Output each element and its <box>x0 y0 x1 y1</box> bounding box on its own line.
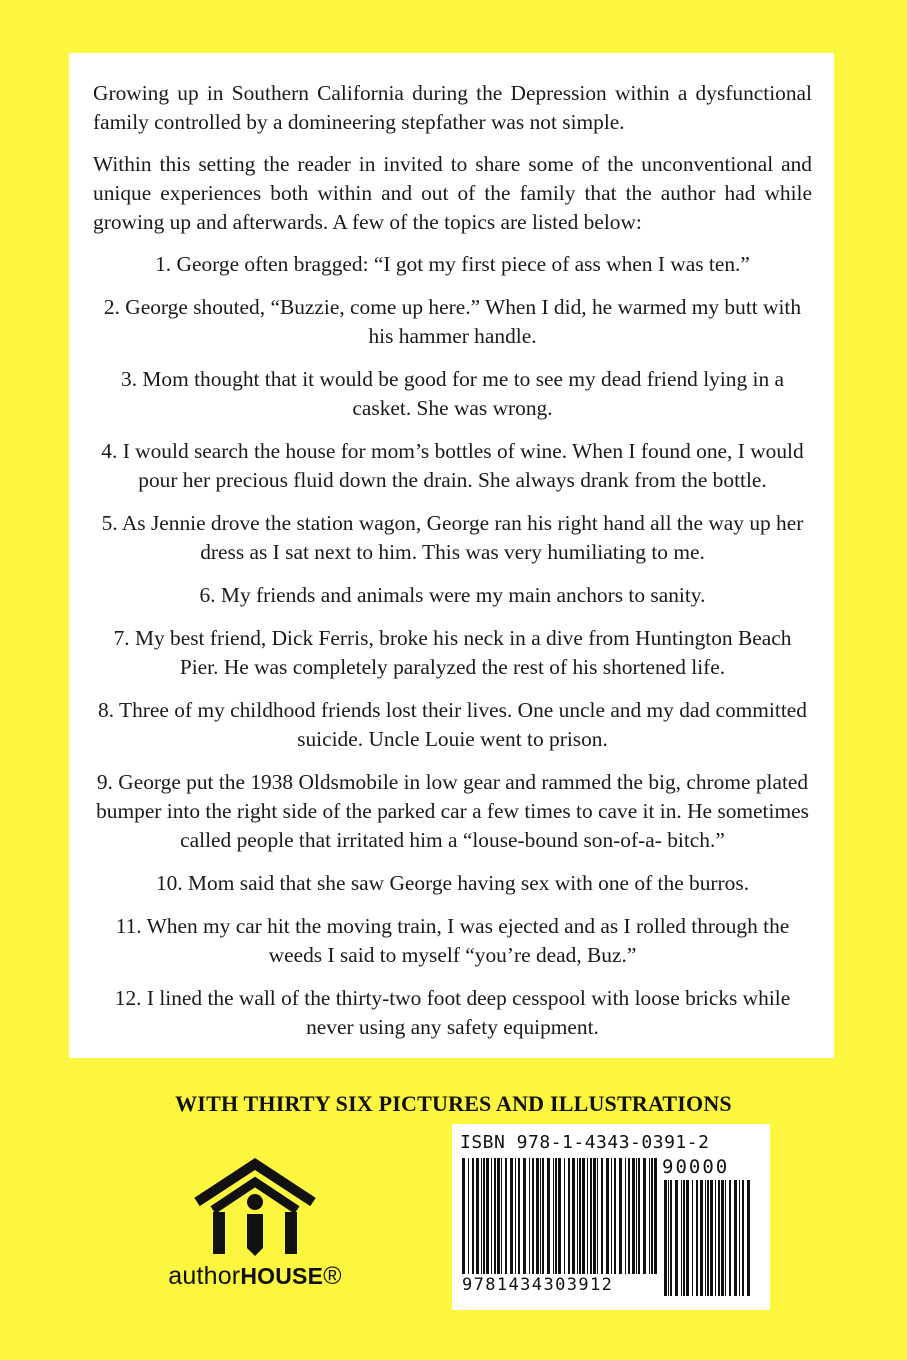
barcode-stripe <box>510 1158 513 1274</box>
barcode-stripe <box>628 1158 630 1274</box>
barcode-stripe <box>670 1180 672 1296</box>
barcode-stripe <box>547 1158 550 1274</box>
barcode-stripe <box>739 1180 740 1296</box>
list-item: 3. Mom thought that it would be good for me to see my dead friend lying in a casket. She was wrong. <box>121 367 784 420</box>
barcode-stripe <box>747 1180 750 1296</box>
barcode-stripe <box>542 1158 544 1274</box>
barcode-stripe <box>715 1180 716 1296</box>
intro-paragraph-1: Growing up in Southern California during the Depression within a dysfunctional family controlled by a domineering stepfather was not simple. <box>93 81 812 134</box>
barcode-stripe <box>529 1158 530 1274</box>
list-item: 12. I lined the wall of the thirty-two foot deep cesspool with loose bricks while never using any safety equipment. <box>114 986 791 1039</box>
list-item: 9. George put the 1938 Oldsmobile in low gear and rammed the big, chrome plated bumper into the right side of the parked car a few times to cave it in. He sometimes called people that irritated him a “louse-bound son-of-a- bitch.” <box>96 770 809 852</box>
barcode-stripe <box>725 1180 726 1296</box>
ean-digits: 9781434303912 <box>462 1275 658 1295</box>
barcode-stripe <box>681 1180 682 1296</box>
list-item: 2. George shouted, “Buzzie, come up here.” When I did, he warmed my butt with his hammer handle. <box>103 295 802 348</box>
barcode-stripe <box>590 1158 592 1274</box>
publisher-name-part1: author <box>168 1262 241 1290</box>
barcode-stripe <box>462 1158 465 1274</box>
barcode-stripe <box>494 1158 496 1274</box>
barcode-stripe <box>601 1158 603 1274</box>
list-item: 6. My friends and animals were my main anchors to sanity. <box>199 583 706 607</box>
barcode-stripe <box>483 1158 485 1274</box>
barcode-stripe <box>651 1158 653 1274</box>
barcode-stripe <box>632 1158 635 1274</box>
barcode-stripe <box>491 1158 492 1274</box>
authorhouse-logo-icon <box>193 1158 317 1258</box>
barcode-stripe <box>597 1158 598 1274</box>
barcode-stripe <box>497 1158 500 1274</box>
barcode-stripe <box>476 1158 479 1274</box>
barcode-stripe <box>532 1158 534 1274</box>
registered-mark: ® <box>323 1262 342 1290</box>
barcode-stripe <box>734 1180 737 1296</box>
barcode-stripe <box>721 1180 724 1296</box>
publisher-name <box>150 1262 360 1291</box>
barcode-stripe <box>536 1158 539 1274</box>
barcode-stripe <box>649 1158 650 1274</box>
barcode-stripe <box>636 1158 637 1274</box>
barcode-stripe <box>593 1158 596 1274</box>
barcode-stripe <box>668 1180 669 1296</box>
addon-barcode <box>664 1180 756 1296</box>
list-item: 1. George often bragged: “I got my first piece of ass when I was ten.” <box>155 252 750 276</box>
intro-paragraph-2: Within this setting the reader in invited to share some of the unconventional and unique experiences both within and out of the family that the author had while growing up and afterwards. A few of the topics are listed below: <box>93 152 812 234</box>
pictures-banner: WITH THIRTY SIX PICTURES AND ILLUSTRATIONS <box>175 1091 732 1116</box>
barcode-stripe <box>625 1158 626 1274</box>
barcode-stripe <box>579 1158 581 1274</box>
barcode-stripe <box>486 1158 489 1274</box>
list-item: 10. Mom said that she saw George having sex with one of the burros. <box>155 871 750 895</box>
publisher-logo <box>150 1158 360 1308</box>
barcode-stripe <box>619 1158 622 1274</box>
barcode-stripe <box>611 1158 612 1274</box>
barcode-stripe <box>481 1158 482 1274</box>
barcode-stripe <box>564 1158 565 1274</box>
barcode-stripe <box>515 1158 516 1274</box>
barcode-stripe <box>587 1158 588 1274</box>
barcode-stripe <box>707 1180 709 1296</box>
barcode-stripe <box>555 1158 557 1274</box>
barcode-stripe <box>700 1180 703 1296</box>
barcode-stripe <box>505 1158 507 1274</box>
barcode-stripe <box>523 1158 526 1274</box>
barcode-stripe <box>558 1158 561 1274</box>
barcode-stripe <box>540 1158 541 1274</box>
list-item: 7. My best friend, Dick Ferris, broke his neck in a dive from Huntington Beach Pier. He was completely paralyzed the rest of his shortened life. <box>113 626 792 679</box>
isbn-label: ISBN 978-1-4343-0391-2 <box>460 1132 710 1153</box>
barcode-stripe <box>692 1180 693 1296</box>
price-code: 90000 <box>662 1156 730 1178</box>
barcode-stripe <box>638 1158 640 1274</box>
barcode-stripe <box>606 1158 609 1274</box>
barcode-stripe <box>729 1180 731 1296</box>
list-item: 8. Three of my childhood friends lost their lives. One uncle and my dad committed suicide. Uncle Louie went to prison. <box>98 698 807 751</box>
barcode-stripe <box>582 1158 585 1274</box>
barcode-stripe <box>683 1180 685 1296</box>
barcode-stripe <box>468 1158 469 1274</box>
barcode-stripe <box>501 1158 502 1274</box>
topics-list <box>93 250 812 1042</box>
barcode-stripe <box>614 1158 616 1274</box>
barcode-stripe <box>643 1158 646 1274</box>
barcode-stripe <box>696 1180 698 1296</box>
barcode-stripe <box>705 1180 706 1296</box>
barcode-stripe <box>742 1180 744 1296</box>
barcode-stripe <box>472 1158 474 1274</box>
barcode-stripe <box>654 1158 657 1274</box>
barcode-stripe <box>675 1180 678 1296</box>
barcode-box <box>452 1124 770 1310</box>
list-item: 5. As Jennie drove the station wagon, George ran his right hand all the way up her dress as I sat next to him. This was very humiliating to me. <box>101 511 804 564</box>
barcode-stripe <box>686 1180 689 1296</box>
barcode-stripe <box>553 1158 554 1274</box>
barcode-stripe <box>568 1158 570 1274</box>
ean-barcode <box>462 1158 658 1274</box>
barcode-stripe <box>718 1180 720 1296</box>
barcode-stripe <box>710 1180 713 1296</box>
barcode-stripe <box>572 1158 575 1274</box>
barcode-stripe <box>664 1180 667 1296</box>
barcode-stripe <box>518 1158 520 1274</box>
list-item: 4. I would search the house for mom’s bottles of wine. When I found one, I would pour her precious fluid down the drain. She always drank from the bottle. <box>101 439 804 492</box>
list-item: 11. When my car hit the moving train, I was ejected and as I rolled through the weeds I said to myself “you’re dead, Buz.” <box>115 914 790 967</box>
barcode-stripe <box>577 1158 578 1274</box>
publisher-name-part2: HOUSE <box>240 1263 324 1289</box>
back-cover-text-panel <box>69 53 834 1058</box>
